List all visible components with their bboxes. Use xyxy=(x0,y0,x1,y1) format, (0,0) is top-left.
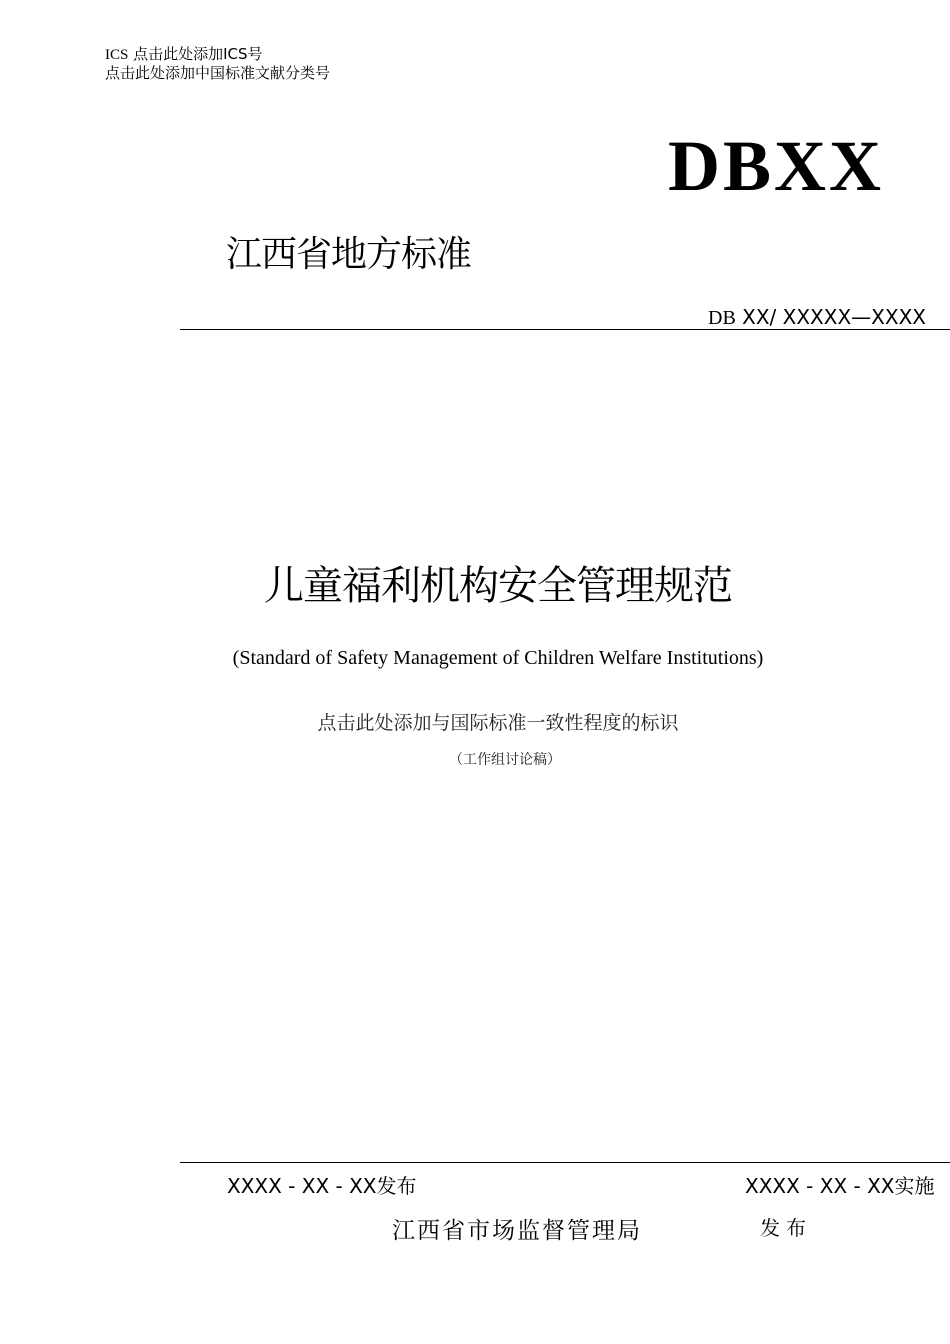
ics-prefix: ICS xyxy=(105,47,129,63)
standard-number xyxy=(708,304,926,331)
publish-date: XXXX - XX - XX发布 xyxy=(227,1174,417,1198)
document-title: 儿童福利机构安全管理规范 xyxy=(264,563,732,609)
consistency-placeholder[interactable]: 点击此处添加与国际标准一致性程度的标识 xyxy=(317,712,679,734)
effective-date: XXXX - XX - XX实施 xyxy=(745,1174,935,1198)
publish-label: 发布 xyxy=(760,1216,812,1240)
document-title-english: (Standard of Safety Management of Children Welfare Institutions) xyxy=(232,647,764,669)
publisher: 江西省市场监督管理局 xyxy=(392,1218,642,1244)
standard-type: 江西省地方标准 xyxy=(226,234,472,275)
footer-rule xyxy=(180,1162,950,1163)
standard-number-prefix: DB xyxy=(708,307,736,329)
ccs-placeholder[interactable]: 点击此处添加中国标准文献分类号 xyxy=(105,64,331,82)
ics-placeholder[interactable]: 点击此处添加ICS号 xyxy=(133,45,263,63)
standard-logo: DBXX xyxy=(668,126,885,206)
draft-status: （工作组讨论稿） xyxy=(449,752,561,768)
header-rule xyxy=(180,329,950,330)
ics-line xyxy=(105,45,263,65)
standard-number-value: XX/ XXXXX—XXXX xyxy=(742,305,926,329)
